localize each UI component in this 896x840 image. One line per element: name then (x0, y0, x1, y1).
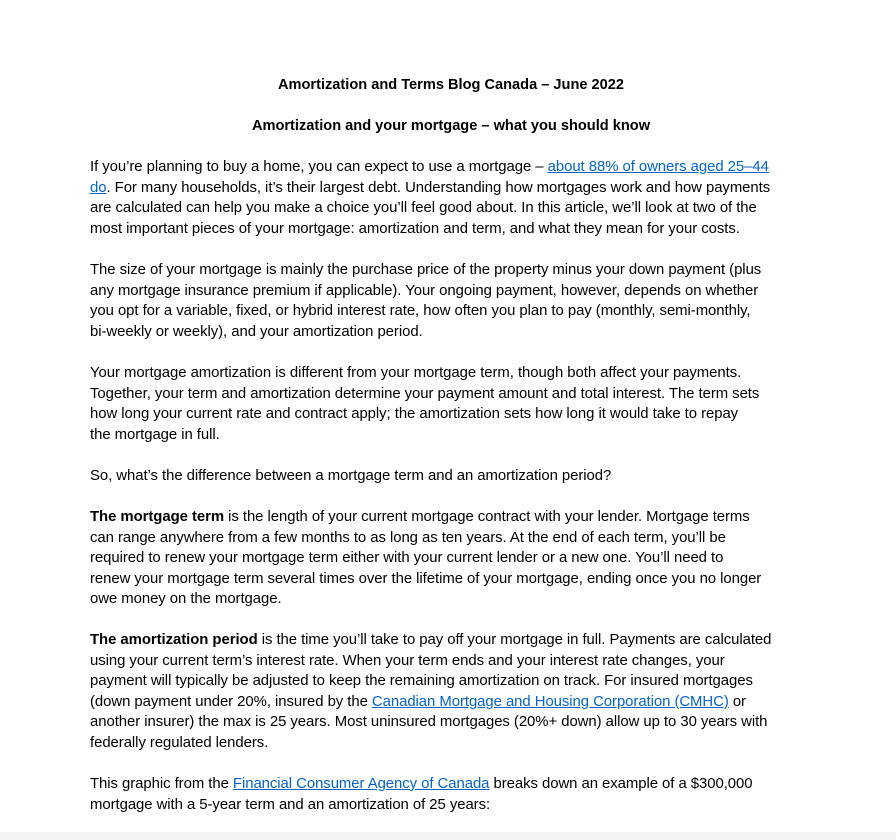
paragraph-line: any mortgage insurance premium if applicable). Your ongoing payment, however, depends on whether (90, 282, 759, 299)
paragraph-text: (down payment under 20%, insured by the (90, 693, 372, 710)
term-heading: The mortgage term (90, 509, 225, 525)
paragraph-line: bi-weekly or weekly), and your amortization period. (90, 323, 423, 340)
cmhc-link[interactable]: Canadian Mortgage and Housing Corporation (CMHC) (371, 693, 729, 710)
paragraph-line: owe money on the mortgage. (90, 591, 282, 608)
paragraph-line: required to renew your mortgage term either with your current lender or a new one. You’ll need to (90, 550, 724, 567)
paragraph-line: the mortgage in full. (90, 426, 220, 443)
paragraph-line: using your current term’s interest rate. When your term ends and your interest rate changes, your (90, 652, 725, 669)
paragraph-text: is the length of your current mortgage contract with your lender. Mortgage terms (224, 509, 750, 525)
fcac-link[interactable]: Financial Consumer Agency of Canada (232, 776, 490, 792)
document-page (90, 0, 812, 840)
paragraph-mortgage-size (90, 260, 812, 342)
paragraph-text: . For many households, it’s their largest debt. Understanding how mortgages work and how payments (106, 179, 771, 196)
paragraph-text: is the time you’ll take to pay off your mortgage in full. Payments are calculated (257, 632, 772, 648)
paragraph-line: federally regulated lenders. (90, 734, 269, 751)
paragraph-text: breaks down an example of a $300,000 (489, 776, 753, 792)
document-title: Amortization and Terms Blog Canada – June 2022 (277, 77, 624, 93)
paragraph-line: another insurer) the max is 25 years. Most uninsured mortgages (20%+ down) allow up to 30 years with (90, 714, 768, 731)
paragraph-line: mortgage with a 5-year term and an amortization of 25 years: (90, 796, 491, 813)
paragraph-mortgage-term (90, 507, 812, 610)
paragraph-graphic-intro (90, 774, 812, 815)
paragraph-line (90, 507, 812, 528)
paragraph-text: If you’re planning to buy a home, you can expect to use a mortgage – (90, 159, 548, 175)
paragraph-line (90, 774, 812, 795)
paragraph-line: how long your current rate and contract apply; the amortization sets how long it would take to repay (90, 406, 739, 423)
paragraph-intro (90, 157, 812, 239)
paragraph-line: Your mortgage amortization is different from your mortgage term, though both affect your payments. (90, 365, 742, 381)
paragraph-line: can range anywhere from a few months to as long as ten years. At the end of each term, you’ll be (90, 529, 726, 546)
paragraph-line: most important pieces of your mortgage: amortization and term, and what they mean for your costs. (90, 220, 740, 237)
paragraph-text: or (728, 693, 746, 710)
owners-statistic-link-continued[interactable]: do (90, 179, 107, 196)
paragraph-line (90, 692, 812, 713)
paragraph-line: payment will typically be adjusted to keep the remaining amortization on track. For insured mortgages (90, 673, 753, 690)
paragraph-amortization-vs-term (90, 363, 812, 445)
page-bottom-edge (0, 832, 896, 840)
paragraph-line: Together, your term and amortization determine your payment amount and total interest. The term sets (90, 385, 760, 402)
paragraph-line: The size of your mortgage is mainly the purchase price of the property minus your down payment (plus (90, 262, 762, 278)
amortization-heading: The amortization period (90, 632, 258, 648)
document-subtitle: Amortization and your mortgage – what you should know (251, 118, 651, 134)
owners-statistic-link[interactable]: about 88% of owners aged 25–44 (547, 159, 769, 175)
paragraph-question (90, 466, 812, 487)
paragraph-amortization-period (90, 630, 812, 754)
paragraph-text: This graphic from the (90, 776, 233, 792)
paragraph-line (90, 630, 812, 651)
paragraph-line: are calculated can help you make a choice you’ll feel good about. In this article, we’ll look at two of the (90, 200, 757, 217)
paragraph-line: renew your mortgage term several times over the lifetime of your mortgage, ending once you no longer (90, 570, 762, 587)
paragraph-line: you opt for a variable, fixed, or hybrid interest rate, how often you plan to pay (monthly, semi-monthly, (90, 303, 751, 320)
paragraph-line (90, 157, 812, 178)
paragraph-line (90, 178, 812, 199)
paragraph-line: So, what’s the difference between a mortgage term and an amortization period? (90, 468, 612, 484)
